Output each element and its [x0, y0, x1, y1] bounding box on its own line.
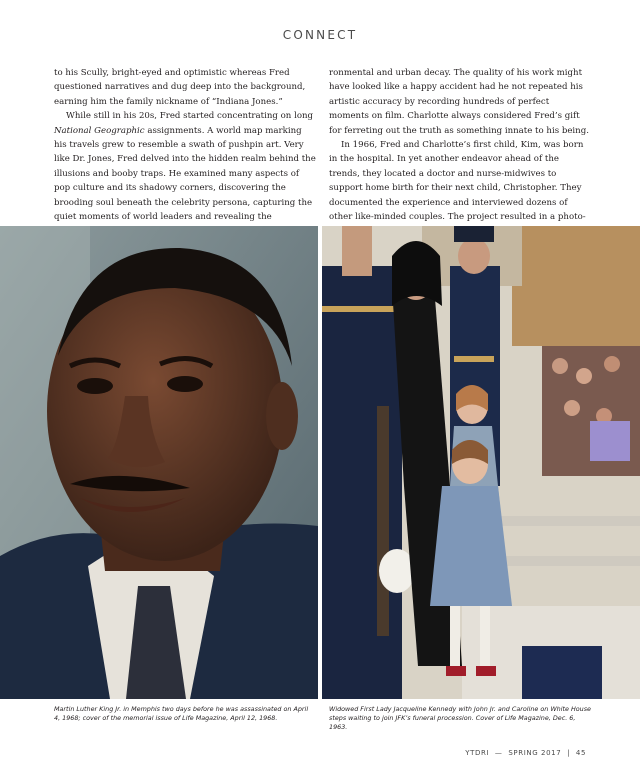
paragraph: ronmental and urban decay. The quality of his work might have looked like a happy accident had he not repeated his artistic accuracy by recording hundreds of perfect moments on film. Charlotte always considered Fred’s gift for ferreting out the truth as something innate to his being.	[329, 68, 589, 136]
paragraph	[54, 109, 316, 239]
issue-label: SPRING 2017	[508, 749, 562, 757]
footer-separator: —	[494, 749, 503, 757]
page-number: 45	[575, 749, 586, 757]
funeral-photo	[322, 226, 640, 699]
publication-name: YTDRI	[465, 749, 490, 757]
portrait-photo	[0, 226, 318, 699]
section-header: CONNECT	[282, 28, 358, 42]
page-footer	[465, 749, 586, 757]
paragraph-text: assignments. A world map marking his travels grew to resemble a swath of pushpin art. Very like Dr. Jones, Fred delved into the hidden realm behind the illusions and booby traps. He examined many aspects of pop culture and its shadowy corners, discovering the brooding soul beneath the celebrity persona, capturing the quiet moments of world leaders and revealing the	[54, 125, 316, 223]
magazine-title: National Geographic	[54, 125, 145, 136]
paragraph-text: While still in his 20s, Fred started concentrating on long	[66, 111, 314, 122]
footer-divider: |	[567, 749, 571, 757]
paragraph: to his Scully, bright-eyed and optimistic whereas Fred questioned narratives and dug deep into the background, earning him the family nickname of “Indiana Jones.”	[54, 68, 306, 107]
photo-caption-left: Martin Luther King Jr. in Memphis two days before he was assassinated on April 4, 1968; cover of the memorial issue of Life Magazine, April 12, 1968.	[54, 705, 309, 722]
article-column-right	[329, 66, 591, 239]
paragraph: In 1966, Fred and Charlotte’s first child, Kim, was born in the hospital. In yet another endeavor ahead of the trends, they located a doctor and nurse-midwives to support home birth for their next child, Christopher. They documented the experience and interviewed dozens of other like-minded couples. The project resulted in a photo-	[329, 140, 586, 223]
article-column-left	[54, 66, 316, 239]
portrait-photo-illustration	[0, 226, 318, 699]
funeral-photo-illustration	[322, 226, 640, 699]
photo-caption-right: Widowed First Lady Jacqueline Kennedy with John Jr. and Caroline on White House steps waiting to join JFK’s funeral procession. Cover of Life Magazine, Dec. 6, 1963.	[329, 705, 591, 731]
